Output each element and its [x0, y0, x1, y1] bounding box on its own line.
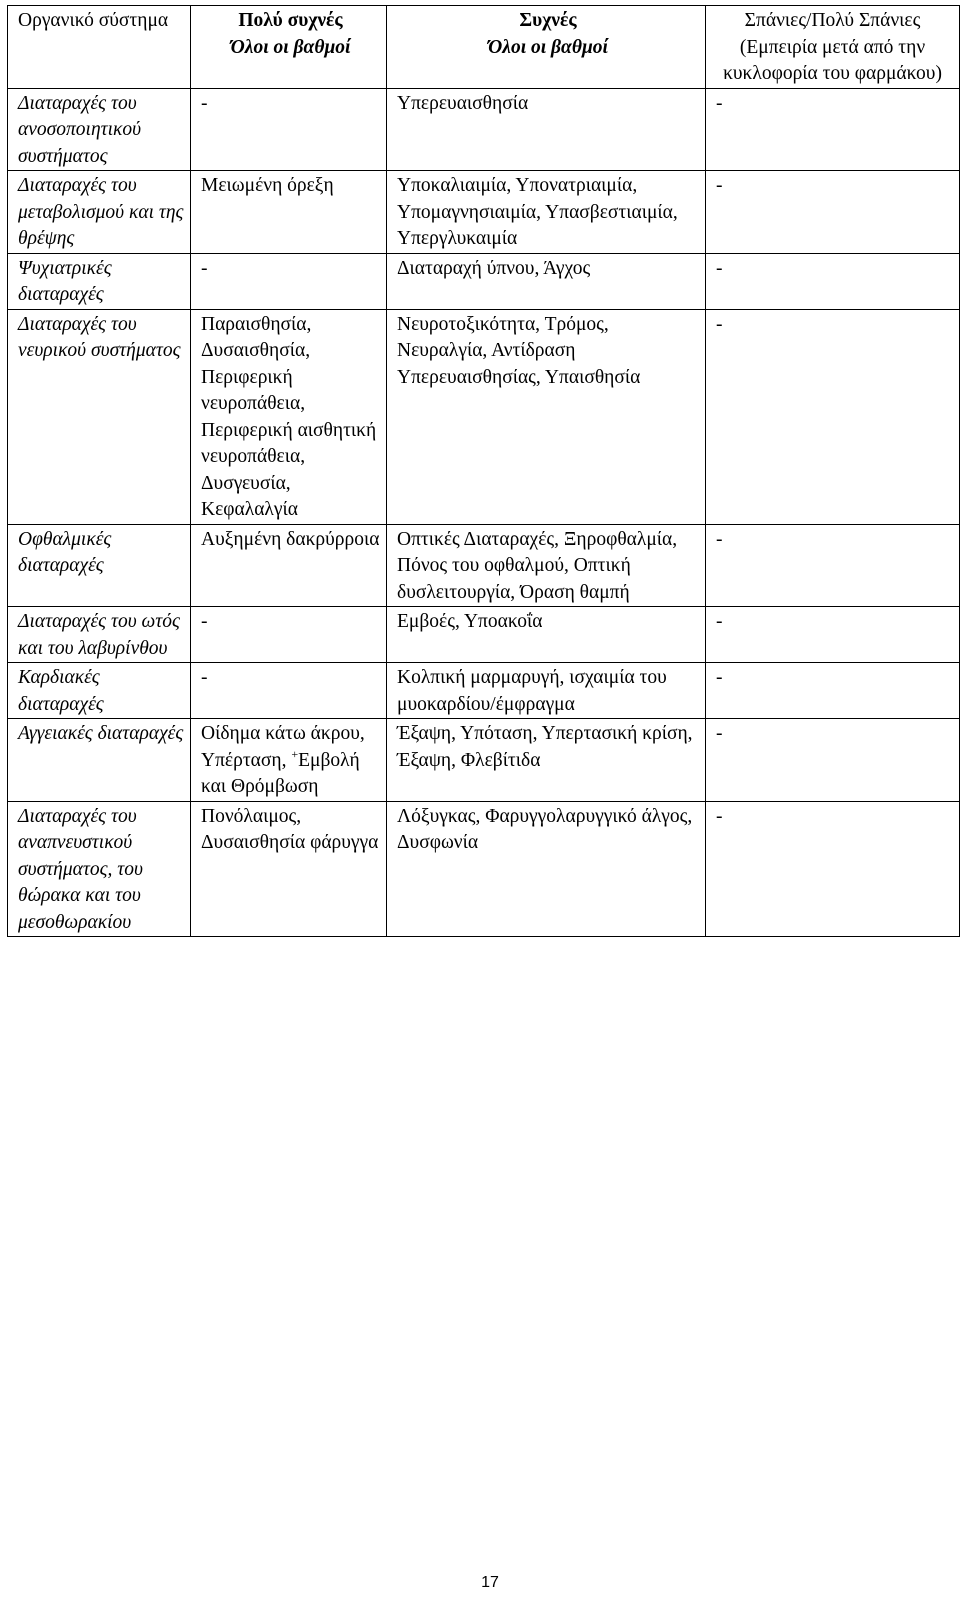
organ-system-cell: Διαταραχές του ωτός και του λαβυρίνθου [8, 607, 191, 663]
table-row [8, 88, 960, 171]
organ-system-cell: Διαταραχές του νευρικού συστήματος [8, 309, 191, 524]
superscript-marker: + [291, 746, 299, 761]
rare-cell: - [706, 663, 960, 719]
common-cell: Υποκαλιαιμία, Υπονατριαιμία, Υπομαγνησιαιμία, Υπασβεστιαιμία, Υπεργλυκαιμία [387, 171, 706, 254]
very-common-cell: Παραισθησία, Δυσαισθησία, Περιφερική νευροπάθεια, Περιφερική αισθητική νευροπάθεια, Δυσγευσία, Κεφαλαλγία [191, 309, 387, 524]
table-header-row [8, 6, 960, 89]
very-common-cell: - [191, 607, 387, 663]
organ-system-cell: Διαταραχές του μεταβολισμού και της θρέψης [8, 171, 191, 254]
header-common-subtitle: Όλοι οι βαθμοί [488, 36, 608, 58]
very-common-cell: Μειωμένη όρεξη [191, 171, 387, 254]
header-very-common [191, 6, 387, 89]
table-row [8, 524, 960, 607]
page-number: 17 [481, 1574, 499, 1591]
organ-system-cell: Διαταραχές του αναπνευστικού συστήματος, του θώρακα και του μεσοθωρακίου [8, 801, 191, 937]
header-organ-system: Οργανικό σύστημα [8, 6, 191, 89]
header-rare: Σπάνιες/Πολύ Σπάνιες (Εμπειρία μετά από την κυκλοφορία του φαρμάκου) [706, 6, 960, 89]
header-common [387, 6, 706, 89]
rare-cell: - [706, 253, 960, 309]
very-common-cell [191, 719, 387, 802]
common-cell: Λόξυγκας, Φαρυγγολαρυγγικό άλγος, Δυσφωνία [387, 801, 706, 937]
table-row [8, 309, 960, 524]
organ-system-cell: Ψυχιατρικές διαταραχές [8, 253, 191, 309]
table-row [8, 801, 960, 937]
common-cell: Οπτικές Διαταραχές, Ξηροφθαλμία, Πόνος του οφθαλμού, Οπτική δυσλειτουργία, Όραση θαμπή [387, 524, 706, 607]
header-very-common-subtitle: Όλοι οι βαθμοί [230, 36, 351, 58]
very-common-cell: Πονόλαιμος, Δυσαισθησία φάρυγγα [191, 801, 387, 937]
organ-system-cell: Αγγειακές διαταραχές [8, 719, 191, 802]
table-row [8, 253, 960, 309]
table-row [8, 171, 960, 254]
rare-cell: - [706, 309, 960, 524]
rare-cell: - [706, 607, 960, 663]
table-row [8, 607, 960, 663]
organ-system-cell: Καρδιακές διαταραχές [8, 663, 191, 719]
rare-cell: - [706, 524, 960, 607]
very-common-cell: Αυξημένη δακρύρροια [191, 524, 387, 607]
organ-system-cell: Οφθαλμικές διαταραχές [8, 524, 191, 607]
rare-cell: - [706, 88, 960, 171]
common-cell: Διαταραχή ύπνου, Άγχος [387, 253, 706, 309]
header-common-title: Συχνές [519, 10, 577, 31]
header-very-common-title: Πολύ συχνές [238, 10, 343, 31]
common-cell: Νευροτοξικότητα, Τρόμος, Νευραλγία, Αντίδραση Υπερευαισθησίας, Υπαισθησία [387, 309, 706, 524]
very-common-cell: - [191, 663, 387, 719]
rare-cell: - [706, 719, 960, 802]
rare-cell: - [706, 801, 960, 937]
organ-system-cell: Διαταραχές του ανοσοποιητικού συστήματος [8, 88, 191, 171]
very-common-cell: - [191, 253, 387, 309]
common-cell: Εμβοές, Υποακοΐα [387, 607, 706, 663]
common-cell: Κολπική μαρμαρυγή, ισχαιμία του μυοκαρδίου/έμφραγμα [387, 663, 706, 719]
common-cell: Έξαψη, Υπόταση, Υπερτασική κρίση, Έξαψη, Φλεβίτιδα [387, 719, 706, 802]
very-common-text-part: Εμβολή και Θρόμβωση [201, 749, 360, 797]
common-cell: Υπερευαισθησία [387, 88, 706, 171]
very-common-text-part: Οίδημα κάτω άκρου, Υπέρταση, [201, 723, 365, 771]
very-common-cell: - [191, 88, 387, 171]
table-row [8, 663, 960, 719]
table-row [8, 719, 960, 802]
adverse-reactions-table [7, 5, 960, 937]
rare-cell: - [706, 171, 960, 254]
